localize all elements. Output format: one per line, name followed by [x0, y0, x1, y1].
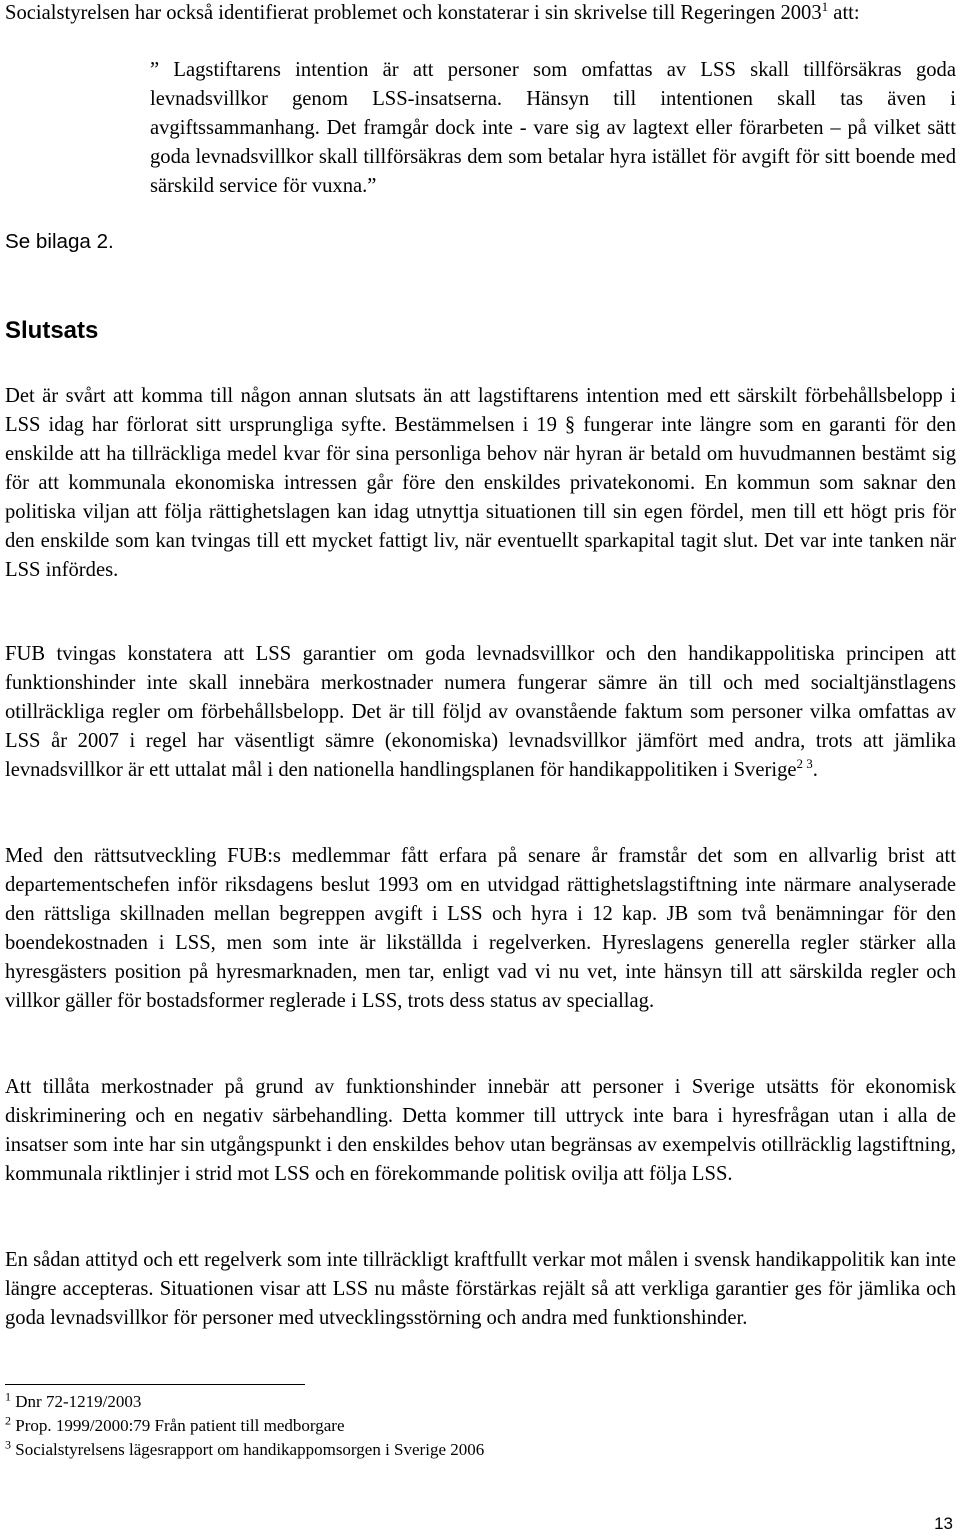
- block-quote: ” Lagstiftarens intention är att personer som omfattas av LSS skall tillförsäkras goda levnadsvillkor genom LSS-insatserna. Hänsyn till intentionen skall tas även i avgiftssammanhang. Det framgår dock inte - vare sig av lagtext eller förarbeten – på vilket sätt goda levnadsvillkor skall tillförsäkras dem som betalar hyra istället för avgift för sitt boende med särskild service för vuxna.”: [150, 59, 956, 197]
- intro-text: Socialstyrelsen har också identifierat problemet och konstaterar i sin skrivelse till Regeringen 2003: [5, 2, 822, 24]
- footnote-text: Socialstyrelsens lägesrapport om handikappomsorgen i Sverige 2006: [11, 1440, 485, 1459]
- paragraph-2-end: .: [812, 759, 818, 781]
- intro-paragraph: [5, 0, 956, 28]
- page-number: 13: [934, 1514, 953, 1533]
- intro-text-end: att:: [828, 2, 860, 24]
- footnote-text: Dnr 72-1219/2003: [11, 1392, 142, 1411]
- footnote-3: [5, 1438, 484, 1462]
- footnote-number: 2: [5, 1413, 11, 1428]
- footnote-text: Prop. 1999/2000:79 Från patient till medborgare: [11, 1416, 345, 1435]
- paragraph-3: Med den rättsutveckling FUB:s medlemmar fått erfara på senare år framstår det som en allvarlig brist att departementschefen inför riksdagens beslut 1993 om en utvidgad rättighetslagstiftning inte närmare analyserade den rättsliga skillnaden mellan begreppen avgift i LSS och hyra i 12 kap. JB som två benämningar för den boendekostnaden i LSS, men som inte är likställda i regelverken. Hyreslagens generella regler stärker alla hyresgästers position på hyresmarknaden, men tar, enligt vad vi nu vet, inte hänsyn till att särskilda regler och villkor gäller för bostadsformer reglerade i LSS, trots dess status av speciallag.: [5, 845, 956, 1012]
- footnote-number: 1: [5, 1389, 11, 1404]
- footnote-separator: [5, 1384, 305, 1385]
- paragraph-2-text: FUB tvingas konstatera att LSS garantier om goda levnadsvillkor och den handikappolitiska principen att funktionshinder inte skall innebära merkostnader numera fungerar sämre än till och med socialtjänstlagens otillräckliga regler om förbehållsbelopp. Det är till följd av ovanstående faktum som personer vilka omfattas av LSS år 2007 i regel har väsentligt sämre (ekonomiska) levnadsvillkor jämfört med andra, trots att jämlika levnadsvillkor är ett uttalat mål i den nationella handlingsplanen för handikappolitiken i Sverige: [5, 643, 956, 781]
- paragraph-4: Att tillåta merkostnader på grund av funktionshinder innebär att personer i Sverige utsätts för ekonomisk diskriminering och en negativ särbehandling. Detta kommer till uttryck inte bara i hyresfrågan utan i alla de insatser som inte har sin utgångspunkt i den enskildes behov utan begränsas av exempelvis otillräcklig lagstiftning, kommunala riktlinjer i strid mot LSS och en förekommande politisk ovilja att följa LSS.: [5, 1076, 956, 1185]
- section-heading: Slutsats: [5, 317, 99, 344]
- paragraph-2: [5, 640, 956, 785]
- footnote-ref-2-3[interactable]: 2 3: [796, 756, 813, 772]
- footnotes: [5, 1390, 484, 1462]
- see-appendix: Se bilaga 2.: [5, 230, 114, 253]
- footnote-ref-1[interactable]: 1: [821, 0, 829, 15]
- footnote-1: [5, 1390, 484, 1414]
- footnote-2: [5, 1414, 484, 1438]
- paragraph-5: En sådan attityd och ett regelverk som inte tillräckligt kraftfullt verkar mot målen i svensk handikappolitik kan inte längre accepteras. Situationen visar att LSS nu måste förstärkas rejält så att verkliga garantier ges för jämlika och goda levnadsvillkor för personer med utvecklingsstörning och andra med funktionshinder.: [5, 1249, 956, 1329]
- footnote-number: 3: [5, 1437, 11, 1452]
- paragraph-1: Det är svårt att komma till någon annan slutsats än att lagstiftarens intention med ett särskilt förbehållsbelopp i LSS idag har förlorat sitt ursprungliga syfte. Bestämmelsen i 19 § fungerar inte längre som en garanti för den enskilde att ha tillräckliga medel kvar för sina personliga behov när hyran är betald om huvudmannen bestämt sig för att kommunala ekonomiska intressen går före den enskildes privatekonomi. En kommun som saknar den politiska viljan att följa rättighetslagen kan idag utnyttja situationen till sin egen fördel, men till ett högt pris för den enskilde som kan tvingas till ett mycket fattigt liv, när eventuellt sparkapital tagit slut. Det var inte tanken när LSS infördes.: [5, 385, 956, 581]
